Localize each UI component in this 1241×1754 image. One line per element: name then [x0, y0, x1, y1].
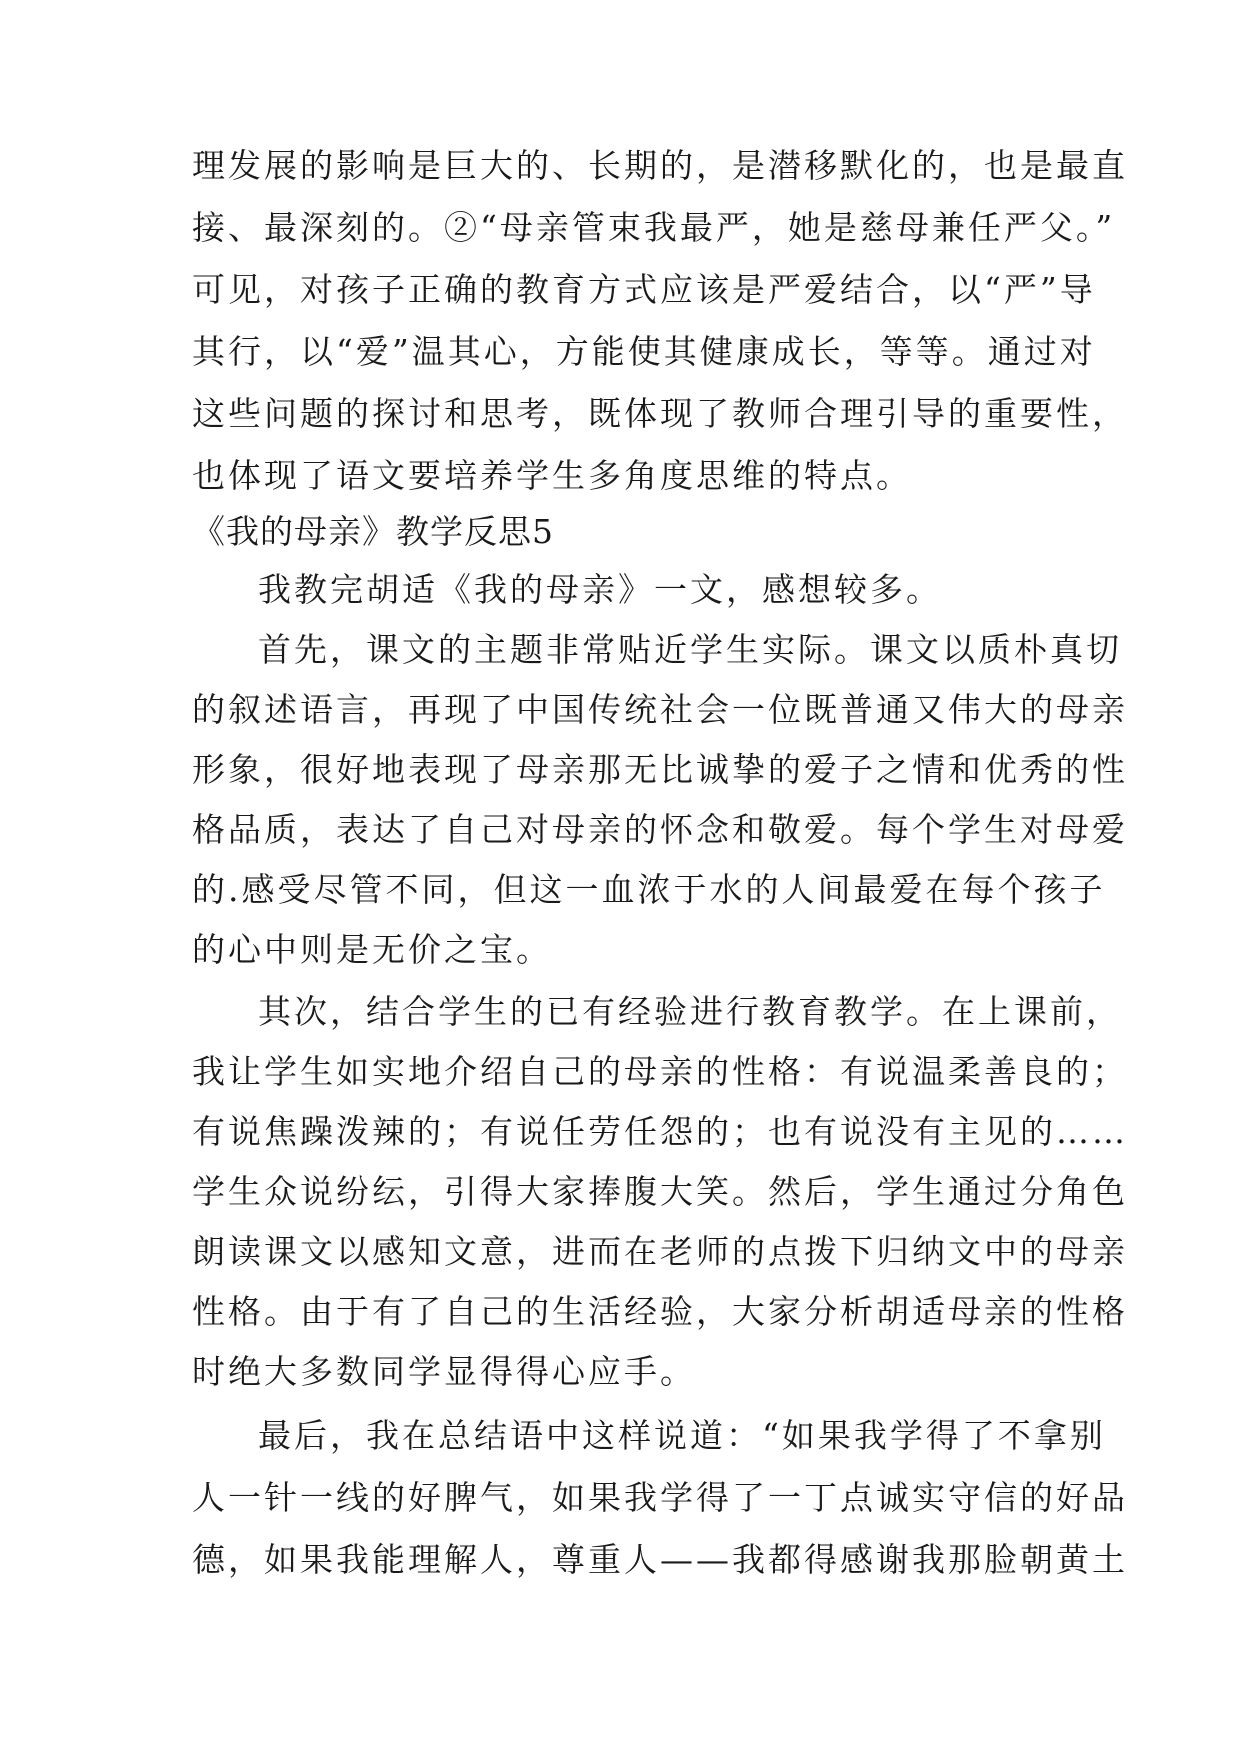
text-line: 理发展的影响是巨大的、长期的，是潜移默化的，也是最直 — [192, 146, 1128, 185]
text-line: 其行，以“爱”温其心，方能使其健康成长，等等。通过对 — [192, 332, 1096, 371]
text-line: 其次，结合学生的已有经验进行教育教学。在上课前， — [258, 992, 1122, 1031]
text-line: 我教完胡适《我的母亲》一文，感想较多。 — [258, 570, 942, 609]
text-line: 有说焦躁泼辣的；有说任劳任怨的；也有说没有主见的…… — [192, 1112, 1128, 1151]
text-line: 形象，很好地表现了母亲那无比诚挚的爱子之情和优秀的性 — [192, 750, 1128, 789]
text-line: 格品质，表达了自己对母亲的怀念和敬爱。每个学生对母爱 — [192, 810, 1128, 849]
text-line: 的心中则是无价之宝。 — [192, 930, 552, 969]
text-line: 人一针一线的好脾气，如果我学得了一丁点诚实守信的好品 — [192, 1478, 1128, 1517]
text-line: 首先，课文的主题非常贴近学生实际。课文以质朴真切 — [258, 630, 1122, 669]
text-line: 接、最深刻的。②“母亲管束我最严，她是慈母兼任严父。” — [192, 208, 1116, 247]
text-line: 德，如果我能理解人，尊重人——我都得感谢我那脸朝黄土 — [192, 1540, 1128, 1579]
text-line: 性格。由于有了自己的生活经验，大家分析胡适母亲的性格 — [192, 1292, 1128, 1331]
text-line: 的.感受尽管不同，但这一血浓于水的人间最爱在每个孩子 — [192, 870, 1106, 909]
text-line: 可见，对孩子正确的教育方式应该是严爱结合，以“严”导 — [192, 270, 1096, 309]
text-line: 时绝大多数同学显得得心应手。 — [192, 1352, 696, 1391]
text-line: 这些问题的探讨和思考，既体现了教师合理引导的重要性， — [192, 394, 1128, 433]
text-line: 朗读课文以感知文意，进而在老师的点拨下归纳文中的母亲 — [192, 1232, 1128, 1271]
text-line: 也体现了语文要培养学生多角度思维的特点。 — [192, 456, 912, 495]
text-line: 学生众说纷纭，引得大家捧腹大笑。然后，学生通过分角色 — [192, 1172, 1128, 1211]
text-line: 的叙述语言，再现了中国传统社会一位既普通又伟大的母亲 — [192, 690, 1128, 729]
text-line: 最后，我在总结语中这样说道：“如果我学得了不拿别 — [258, 1416, 1106, 1455]
text-line: 我让学生如实地介绍自己的母亲的性格：有说温柔善良的； — [192, 1052, 1128, 1091]
section-heading: 《我的母亲》教学反思5 — [192, 512, 554, 551]
